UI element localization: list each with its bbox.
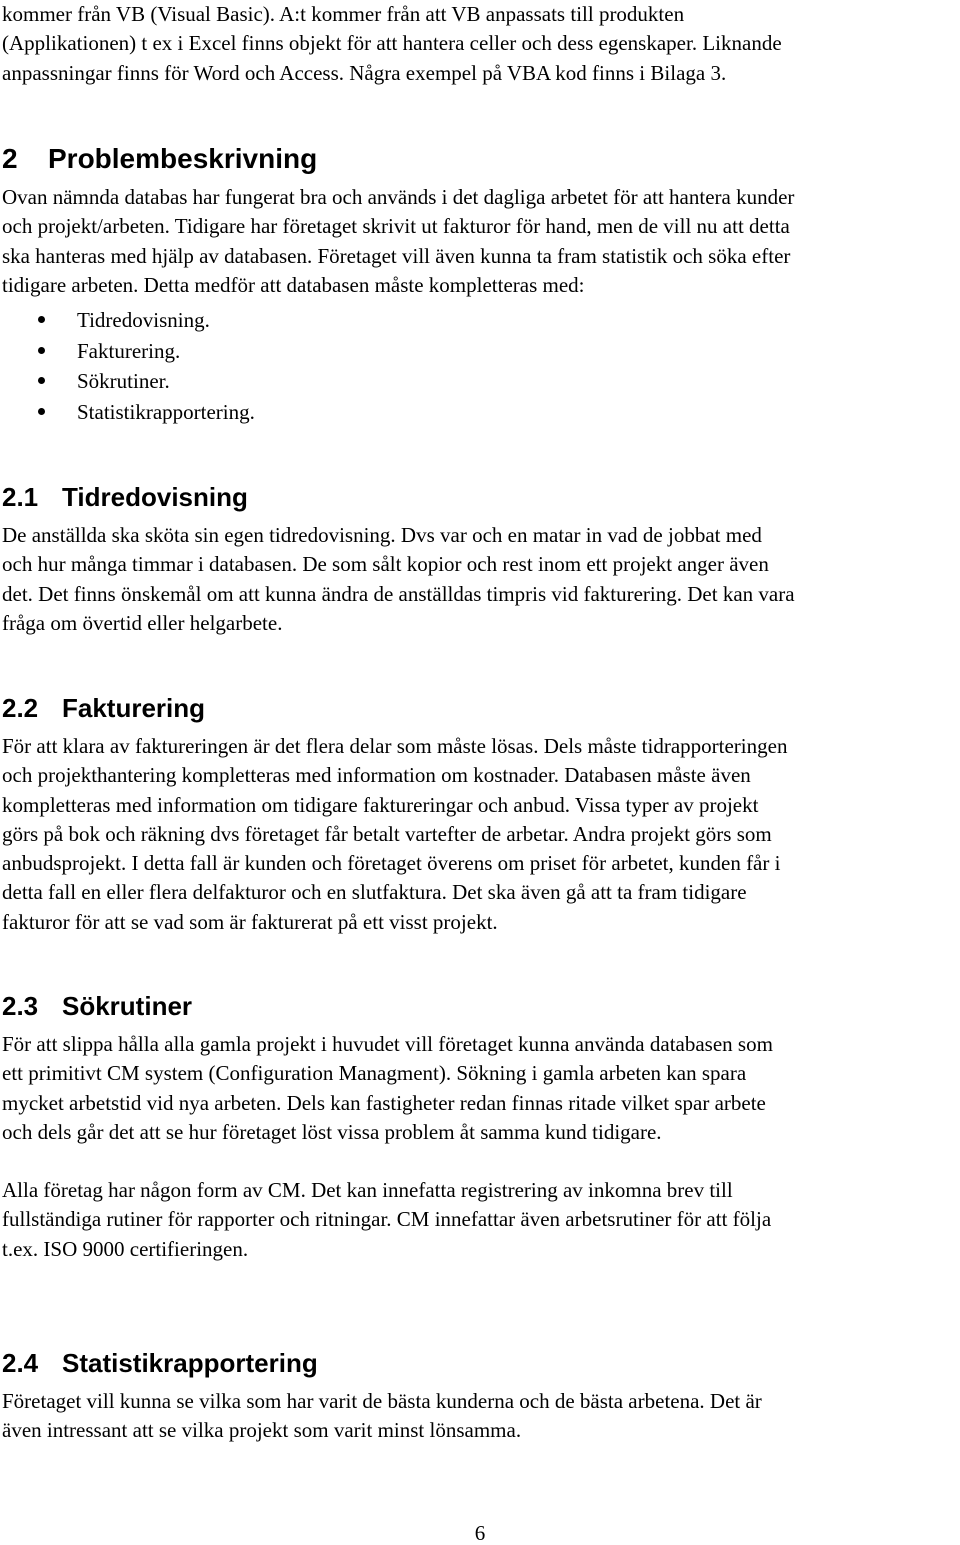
- paragraph-line: ska hanteras med hjälp av databasen. Företaget vill även kunna ta fram statistik och söka efter: [2, 243, 791, 268]
- bullet-icon: [38, 408, 45, 415]
- paragraph-line: anpassningar finns för Word och Access. Några exempel på VBA kod finns i Bilaga 3.: [2, 60, 727, 85]
- paragraph-line: görs på bok och räkning dvs företaget får betalt vartefter de arbetar. Andra projekt görs som: [2, 821, 772, 846]
- bullet-icon: [38, 377, 45, 384]
- section-heading-2-3: [0, 990, 192, 1022]
- paragraph-line: och projekt/arbeten. Tidigare har företaget skrivit ut fakturor för hand, men de vill nu att detta: [2, 214, 790, 239]
- section-2-3-paragraph-1: [0, 1030, 952, 1147]
- paragraph-line: och hur många timmar i databasen. De som sålt kopior och rest inom ett projekt anger även: [2, 552, 769, 577]
- section-2-3-paragraph-2: [0, 1176, 952, 1264]
- paragraph-line: tidigare arbeten. Detta medför att databasen måste kompletteras med:: [2, 272, 585, 297]
- section-number: 2.2: [2, 693, 39, 723]
- paragraph-line: ett primitivt CM system (Configuration Managment). Sökning i gamla arbeten kan spara: [2, 1061, 747, 1086]
- paragraph-line: det. Det finns önskemål om att kunna ändra de anställdas timpris vid fakturering. Det kan vara: [2, 581, 795, 606]
- paragraph-line: fråga om övertid eller helgarbete.: [2, 610, 283, 635]
- page-number: 6: [474, 1521, 486, 1545]
- section-title: Tidredovisning: [62, 482, 248, 512]
- paragraph-line: kompletteras med information om tidigare faktureringar och anbud. Vissa typer av projekt: [2, 792, 759, 817]
- paragraph-line: och dels går det att se hur företaget löst vissa problem åt samma kund tidigare.: [2, 1119, 662, 1144]
- paragraph-line: För att slippa hålla alla gamla projekt i huvudet vill företaget kunna använda databasen som: [2, 1032, 773, 1056]
- section-number: 2: [2, 143, 18, 174]
- paragraph-line: Ovan nämnda databas har fungerat bra och används i det dagliga arbetet för att hantera kunder: [2, 185, 795, 209]
- paragraph-line: även intressant att se vilka projekt som varit minst lönsamma.: [2, 1418, 522, 1443]
- bullet-icon: [38, 347, 45, 354]
- section-2-1-paragraph: [0, 521, 952, 638]
- list-item: Tidredovisning.: [0, 305, 255, 336]
- section-2-2-paragraph: [0, 732, 952, 937]
- bullet-icon: [38, 316, 45, 323]
- section-heading-2-2: [0, 692, 205, 724]
- list-item: Fakturering.: [0, 336, 255, 367]
- section-title: Problembeskrivning: [48, 143, 318, 174]
- paragraph-line: För att klara av faktureringen är det flera delar som måste lösas. Dels måste tidrapporteringen: [2, 734, 788, 758]
- intro-paragraph: [0, 0, 952, 88]
- paragraph-line: t.ex. ISO 9000 certifieringen.: [2, 1236, 249, 1261]
- section-title: Statistikrapportering: [62, 1348, 318, 1378]
- section-2-4-paragraph: [0, 1387, 952, 1446]
- section-heading-2-4: [0, 1347, 318, 1379]
- paragraph-line: (Applikationen) t ex i Excel finns objekt för att hantera celler och dess egenskaper. Liknande: [2, 31, 782, 56]
- requirements-list: [0, 305, 255, 427]
- paragraph-line: fullständiga rutiner för rapporter och ritningar. CM innefattar även arbetsrutiner för att följa: [2, 1207, 772, 1232]
- section-number: 2.4: [2, 1348, 39, 1378]
- paragraph-line: och projekthantering kompletteras med information om kostnader. Databasen måste även: [2, 763, 751, 788]
- list-item: Statistikrapportering.: [0, 397, 255, 428]
- list-item: Sökrutiner.: [0, 366, 255, 397]
- paragraph-line: anbudsprojekt. I detta fall är kunden och företaget överens om priset för arbetet, kunden får i: [2, 851, 781, 876]
- section-2-paragraph: [0, 183, 952, 300]
- section-heading-2: [0, 142, 317, 176]
- paragraph-line: kommer från VB (Visual Basic). A:t kommer från att VB anpassats till produkten: [2, 2, 685, 26]
- section-number: 2.1: [2, 482, 39, 512]
- paragraph-line: De anställda ska sköta sin egen tidredovisning. Dvs var och en matar in vad de jobbat med: [2, 523, 762, 547]
- paragraph-line: Företaget vill kunna se vilka som har varit de bästa kunderna och de bästa arbetena. Det är: [2, 1389, 762, 1413]
- section-number: 2.3: [2, 991, 39, 1021]
- paragraph-line: fakturor för att se vad som är fakturerat på ett visst projekt.: [2, 909, 498, 934]
- section-heading-2-1: [0, 481, 248, 513]
- section-title: Sökrutiner: [62, 991, 193, 1021]
- paragraph-line: Alla företag har någon form av CM. Det kan innefatta registrering av inkomna brev till: [2, 1178, 733, 1202]
- paragraph-line: mycket arbetstid vid nya arbeten. Dels kan fastigheter redan finnas ritade vilket spar arbete: [2, 1090, 766, 1115]
- section-title: Fakturering: [62, 693, 206, 723]
- paragraph-line: detta fall en eller flera delfakturor och en slutfaktura. Det ska även gå att ta fram tidigare: [2, 880, 747, 905]
